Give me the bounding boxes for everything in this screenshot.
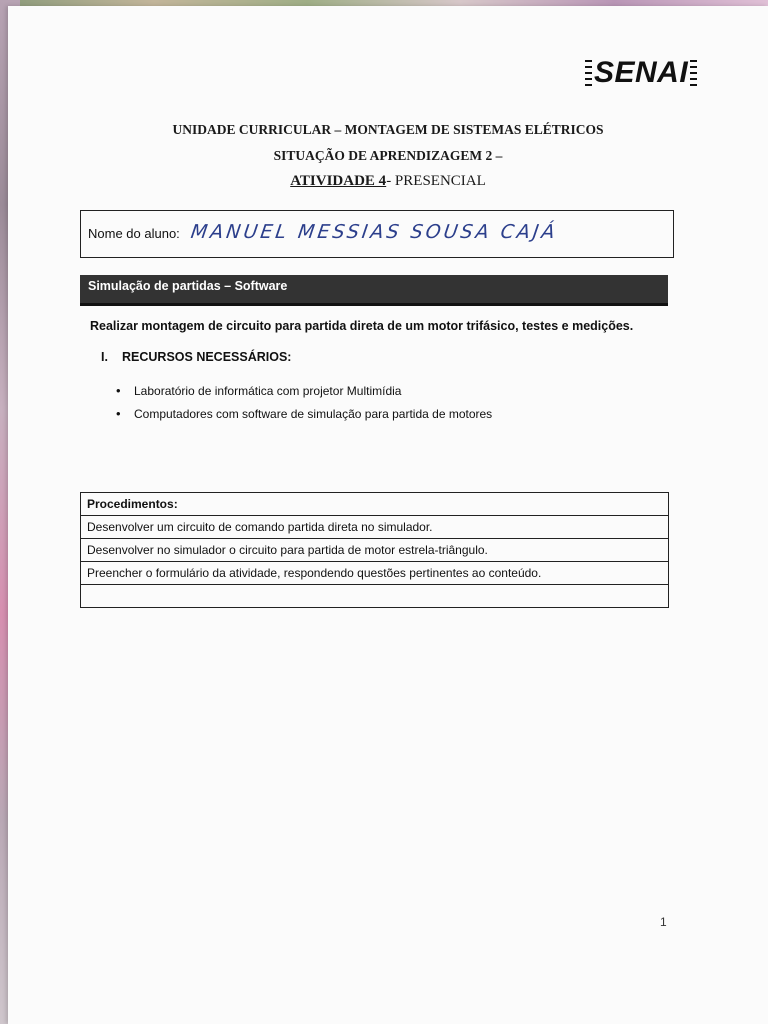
procedure-cell: Desenvolver um circuito de comando partida direta no simulador. [81, 516, 669, 539]
procedures-table [80, 492, 669, 608]
resource-item [116, 383, 401, 398]
table-row [81, 516, 669, 539]
student-name-label: Nome do aluno: [88, 226, 180, 241]
table-row [81, 585, 669, 608]
bullet-icon: • [116, 406, 121, 421]
activity-number: ATIVIDADE 4 [290, 173, 387, 189]
table-header-row [81, 493, 669, 516]
student-name-box [80, 210, 674, 258]
resource-item-text: Computadores com software de simulação para partida de motores [134, 407, 493, 421]
table-row [81, 562, 669, 585]
curricular-unit-heading: UNIDADE CURRICULAR – MONTAGEM DE SISTEMAS ELÉTRICOS [172, 122, 604, 137]
procedures-header: Procedimentos: [81, 493, 669, 516]
bullet-icon: • [116, 383, 121, 398]
section-title-bar [80, 275, 668, 306]
activity-mode: - PRESENCIAL [386, 173, 486, 189]
section-title: Simulação de partidas – Software [88, 279, 288, 293]
resource-item [116, 406, 492, 421]
document-page [8, 6, 768, 1024]
procedure-cell: Preencher o formulário da atividade, respondendo questões pertinentes ao conteúdo. [81, 562, 669, 585]
resources-number: I. [101, 350, 108, 364]
logo-text: SENAI [594, 56, 689, 89]
activity-objective: Realizar montagem de circuito para partida direta de um motor trifásico, testes e medições. [90, 319, 634, 333]
student-name-handwritten: MANUEL MESSIAS SOUSA CAJÁ [189, 221, 560, 243]
activity-heading [8, 173, 768, 190]
logo-bars-right-icon [690, 60, 697, 86]
learning-situation-heading: SITUAÇÃO DE APRENDIZAGEM 2 – [273, 148, 503, 163]
logo-bars-left-icon [585, 60, 592, 86]
resources-heading [101, 350, 291, 364]
senai-logo [585, 58, 697, 88]
resources-title: RECURSOS NECESSÁRIOS: [122, 350, 292, 364]
table-row [81, 539, 669, 562]
resource-item-text: Laboratório de informática com projetor Multimídia [134, 384, 402, 398]
procedure-cell: Desenvolver no simulador o circuito para partida de motor estrela-triângulo. [81, 539, 669, 562]
procedure-cell-empty [81, 585, 669, 608]
page-number: 1 [660, 915, 667, 929]
